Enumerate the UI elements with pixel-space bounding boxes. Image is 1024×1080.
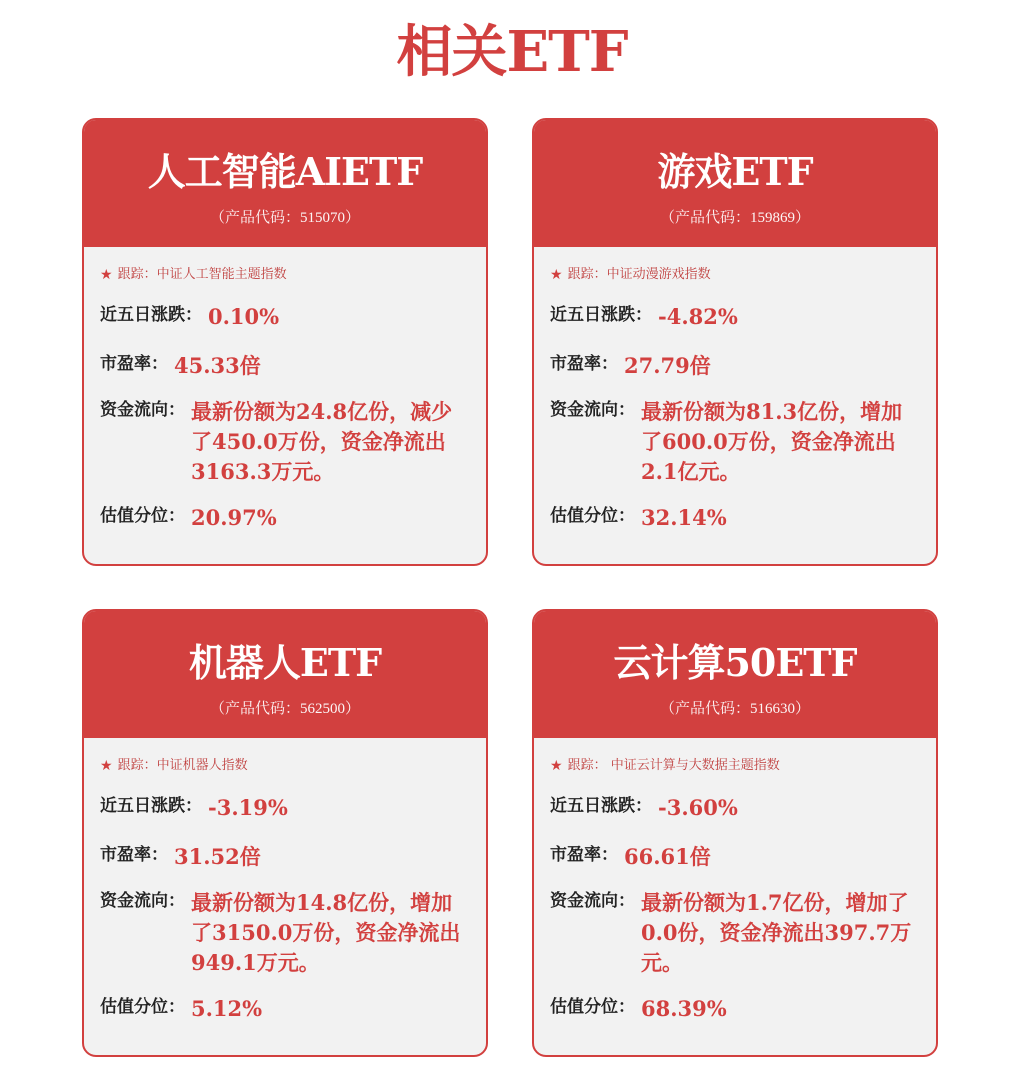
flow-value: 最新份额为81.3亿份，增加了600.0万份，资金净流出2.1亿元。 [641,399,903,484]
pe-row [100,842,470,872]
flow-label: 资金流向： [100,891,185,911]
card-header [534,120,936,247]
tracking-index [550,756,920,776]
change-5d-label: 近五日涨跌： [100,305,202,325]
card-title: 游戏ETF [657,149,813,194]
card-title: 云计算50ETF [613,640,857,685]
pe-value: 27.79倍 [624,353,711,378]
change-5d-label: 近五日涨跌： [550,796,652,816]
product-code: （产品代码：515070） [209,210,360,226]
star-icon: ★ [100,267,113,283]
card-header [534,611,936,738]
tracking-index [100,756,470,776]
change-5d-row [100,302,470,332]
flow-value: 最新份额为1.7亿份，增加了0.0份，资金净流出397.7万元。 [641,890,912,975]
change-5d-row [550,793,920,823]
valuation-value: 32.14% [641,505,727,530]
star-icon: ★ [550,758,563,774]
valuation-value: 5.12% [191,996,263,1021]
card-header [84,120,486,247]
change-5d-value: -3.60% [658,795,738,820]
pe-label: 市盈率： [100,354,168,374]
pe-label: 市盈率： [100,845,168,865]
card-title: 人工智能AIETF [147,149,423,194]
flow-value: 最新份额为14.8亿份，增加了3150.0万份，资金净流出949.1万元。 [191,890,461,975]
pe-row [550,842,920,872]
valuation-value: 20.97% [191,505,277,530]
change-5d-label: 近五日涨跌： [100,796,202,816]
pe-row [100,351,470,381]
valuation-row [100,503,470,533]
tracking-index-text: 跟踪：中证机器人指数 [117,758,248,773]
card-body [84,738,486,1024]
card-body [534,738,936,1024]
card-title: 机器人ETF [188,640,382,685]
flow-label: 资金流向： [550,400,635,420]
valuation-row [550,994,920,1024]
star-icon: ★ [550,267,563,283]
valuation-row [100,994,470,1024]
pe-value: 45.33倍 [174,353,261,378]
product-code: （产品代码：516630） [659,701,810,717]
valuation-label: 估值分位： [100,997,185,1017]
etf-card-game [532,118,938,566]
flow-label: 资金流向： [550,891,635,911]
product-code: （产品代码：562500） [209,701,360,717]
change-5d-value: 0.10% [208,304,280,329]
tracking-index-text: 跟踪： 中证云计算与大数据主题指数 [567,758,780,773]
flow-row [100,888,470,978]
pe-label: 市盈率： [550,845,618,865]
valuation-label: 估值分位： [100,506,185,526]
change-5d-label: 近五日涨跌： [550,305,652,325]
flow-label: 资金流向： [100,400,185,420]
card-body [534,247,936,533]
tracking-index [100,265,470,285]
flow-row [550,397,920,487]
change-5d-row [100,793,470,823]
star-icon: ★ [100,758,113,774]
tracking-index-text: 跟踪：中证动漫游戏指数 [567,267,711,282]
tracking-index [550,265,920,285]
change-5d-row [550,302,920,332]
change-5d-value: -3.19% [208,795,288,820]
product-code: （产品代码：159869） [659,210,810,226]
etf-card-robot [82,609,488,1057]
card-header [84,611,486,738]
valuation-value: 68.39% [641,996,727,1021]
page-title: 相关ETF [396,19,628,85]
etf-card-ai [82,118,488,566]
valuation-label: 估值分位： [550,997,635,1017]
pe-value: 66.61倍 [624,844,711,869]
flow-value: 最新份额为24.8亿份，减少了450.0万份，资金净流出3163.3万元。 [191,399,453,484]
flow-row [550,888,920,978]
pe-label: 市盈率： [550,354,618,374]
valuation-row [550,503,920,533]
card-body [84,247,486,533]
pe-row [550,351,920,381]
valuation-label: 估值分位： [550,506,635,526]
change-5d-value: -4.82% [658,304,738,329]
etf-card-cloud [532,609,938,1057]
tracking-index-text: 跟踪：中证人工智能主题指数 [117,267,287,282]
flow-row [100,397,470,487]
pe-value: 31.52倍 [174,844,261,869]
